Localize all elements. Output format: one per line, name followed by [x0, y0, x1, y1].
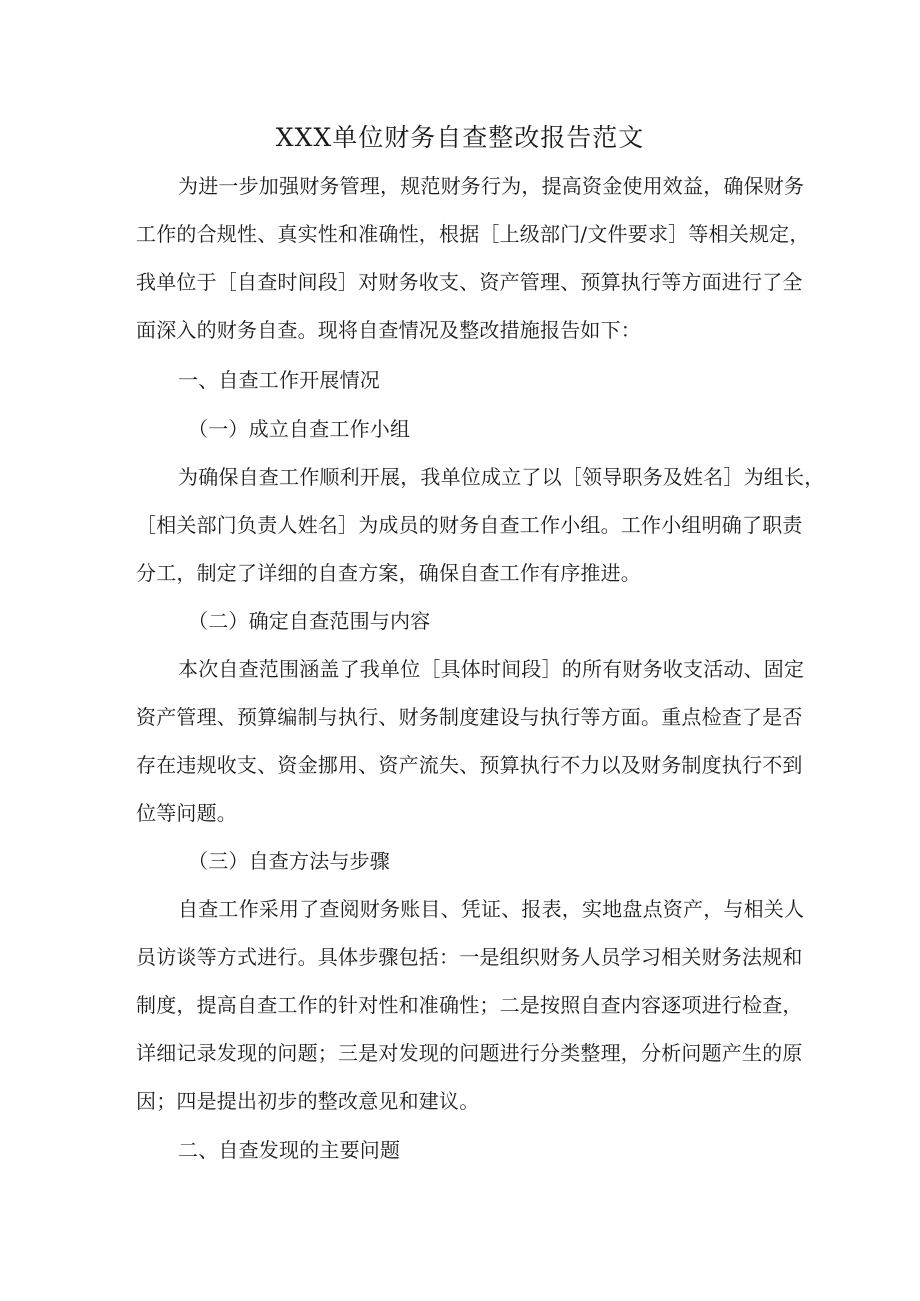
section-heading: 二、自查发现的主要问题: [178, 1138, 401, 1162]
paragraph-line: 制度，提高自查工作的针对性和准确性；二是按照自查内容逐项进行检查，: [136, 993, 803, 1017]
paragraph-line: 资产管理、预算编制与执行、财务制度建设与执行等方面。重点检查了是否: [136, 705, 803, 729]
subsection-heading: （二）确定自查范围与内容: [188, 609, 431, 633]
paragraph-line: ［相关部门负责人姓名］为成员的财务自查工作小组。工作小组明确了职责: [136, 513, 803, 537]
section-heading: 一、自查工作开展情况: [178, 368, 380, 392]
subsection-heading: （三）自查方法与步骤: [188, 849, 390, 873]
paragraph-line: 自查工作采用了查阅财务账目、凭证、报表，实地盘点资产，与相关人: [178, 897, 805, 921]
paragraph-line: 本次自查范围涵盖了我单位［具体时间段］的所有财务收支活动、固定: [178, 657, 805, 681]
paragraph-line: 我单位于［自查时间段］对财务收支、资产管理、预算执行等方面进行了全: [136, 270, 803, 294]
paragraph-line: 员访谈等方式进行。具体步骤包括：一是组织财务人员学习相关财务法规和: [136, 945, 803, 969]
paragraph-line: 分工，制定了详细的自查方案，确保自查工作有序推进。: [136, 561, 641, 585]
paragraph-line: 面深入的财务自查。现将自查情况及整改措施报告如下：: [136, 318, 641, 342]
document-title: XXX单位财务自查整改报告范文: [275, 123, 645, 152]
paragraph-line: 存在违规收支、资金挪用、资产流失、预算执行不力以及财务制度执行不到: [136, 753, 803, 777]
paragraph-line: 为进一步加强财务管理，规范财务行为，提高资金使用效益，确保财务: [178, 174, 805, 198]
paragraph-line: 详细记录发现的问题；三是对发现的问题进行分类整理，分析问题产生的原: [136, 1041, 803, 1065]
paragraph-line: 位等问题。: [136, 801, 237, 825]
paragraph-line: 工作的合规性、真实性和准确性，根据［上级部门/文件要求］等相关规定，: [136, 222, 810, 246]
subsection-heading: （一）成立自查工作小组: [188, 417, 411, 441]
paragraph-line: 为确保自查工作顺利开展，我单位成立了以［领导职务及姓名］为组长，: [178, 465, 825, 489]
paragraph-line: 因；四是提出初步的整改意见和建议。: [136, 1089, 480, 1113]
